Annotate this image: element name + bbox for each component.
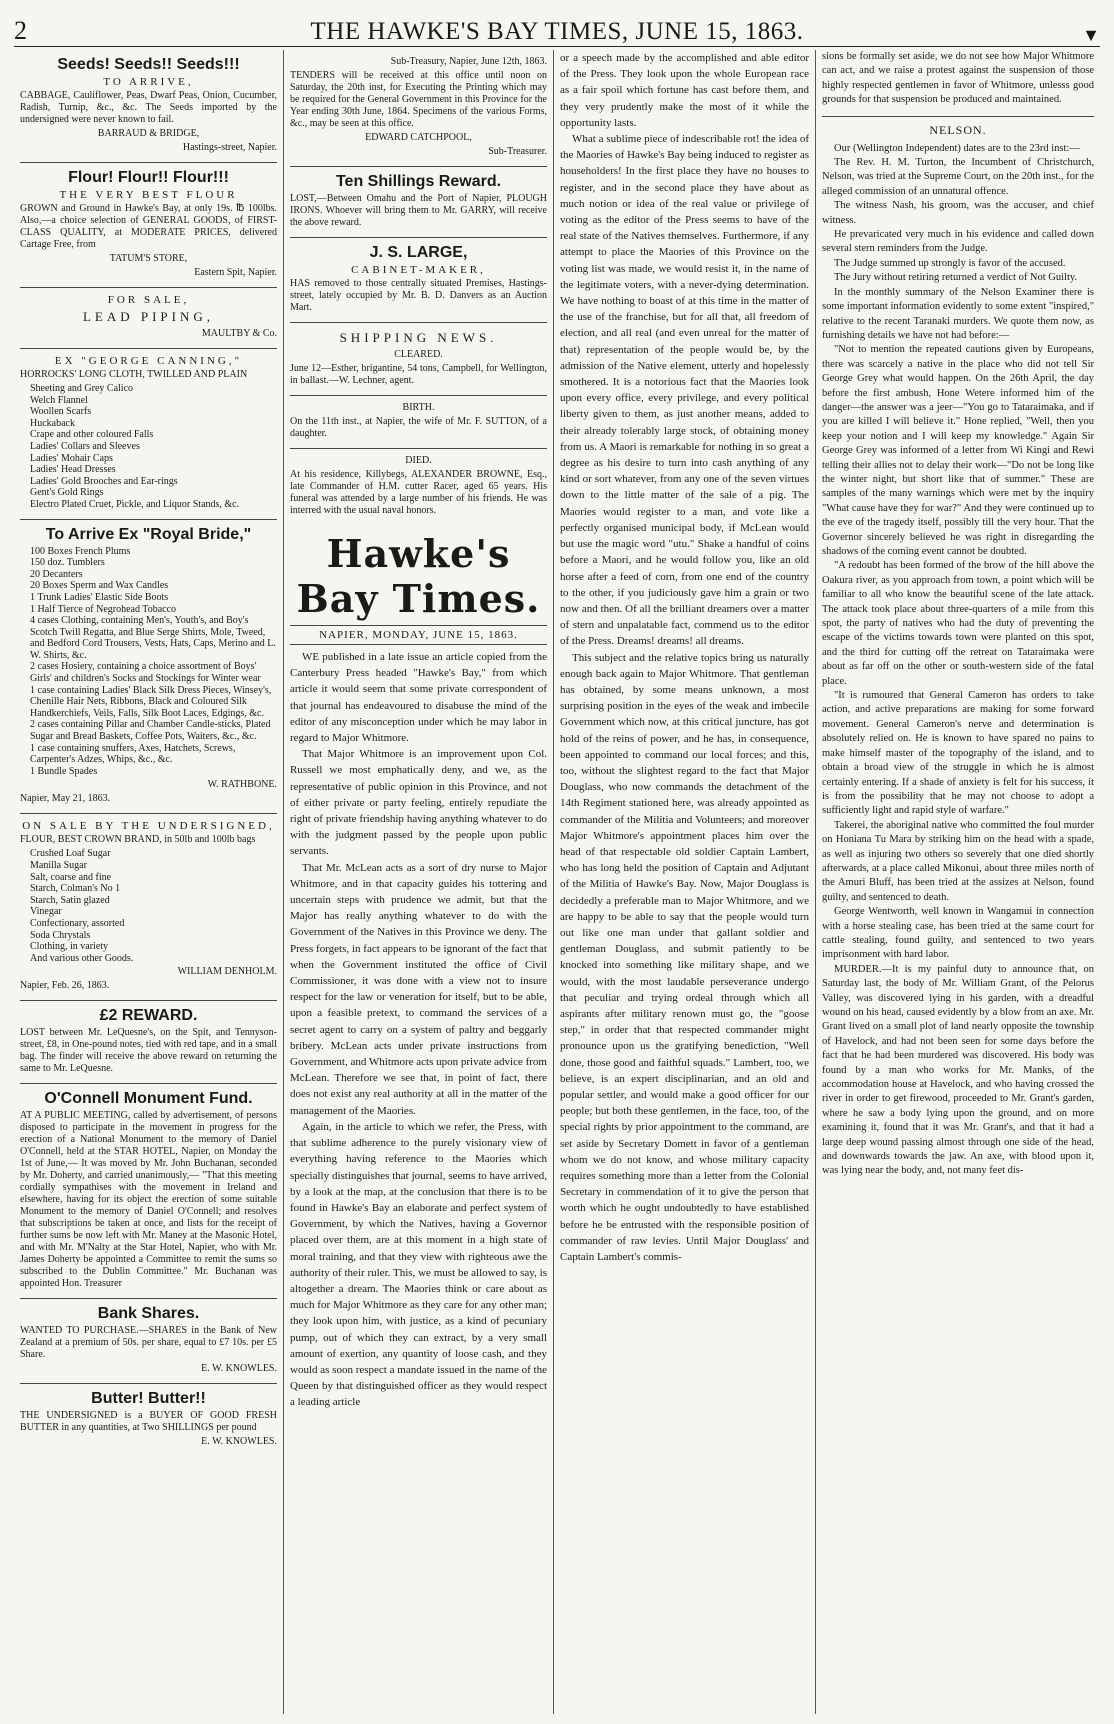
ad-date: Napier, May 21, 1863. bbox=[20, 793, 111, 805]
ad-signature: MAULTBY & Co. bbox=[201, 328, 277, 339]
ad-body: LOST between Mr. LeQuesne's, on the Spit, and Tennyson-street, £8, in One-pound notes, tied with red tape, and in a small bag. The finder will receive the above reward on returning the same to Mr. LeQuesne. bbox=[20, 1027, 277, 1075]
paragraph: He prevaricated very much in his evidence and called down several stern reminders from the Judge. bbox=[822, 229, 1094, 255]
ad-signature: BARRAUD & BRIDGE, bbox=[97, 128, 200, 139]
ad-signature: E. W. KNOWLES. bbox=[201, 1363, 277, 1375]
list-item: Manilla Sugar bbox=[30, 860, 87, 871]
ad-signature: EDWARD CATCHPOOL, bbox=[365, 132, 472, 143]
list-item: 1 case containing snuffers, Axes, Hatchets, Screws, Carpenter's Adzes, Whips, &c., &c. bbox=[30, 742, 236, 766]
ad-body: GROWN and Ground in Hawke's Bay, at only 19s. ℔ 100lbs. Also,—a choice selection of GENERAL GOODS, of FIRST-CLASS QUALITY, at MODERATE PRICES, delivered Cartage Free, from bbox=[20, 203, 277, 250]
list-item: Ladies' Mohair Caps bbox=[30, 452, 113, 464]
column-4 bbox=[816, 50, 1100, 1714]
arrow-down-icon: ▼ bbox=[1082, 25, 1100, 45]
list-item: Ladies' Collars and Sleeves bbox=[30, 440, 140, 452]
ad-body: LOST,—Between Omahu and the Port of Napier, PLOUGH IRONS. Whoever will bring them to Mr. GARRY, will receive the above reward. bbox=[290, 193, 547, 228]
list-item: Ladies' Head Dresses bbox=[30, 464, 116, 476]
notice-title: BIRTH. bbox=[402, 402, 435, 413]
notice-body: At his residence, Killybegs, ALEXANDER BROWNE, Esq., late Commander of H.M. cutter Racer, aged 65 years. His funeral was attended by a large number of his friends. He was interred with the usual naval honors. bbox=[290, 469, 547, 516]
list-item: 2 cases containing Pillar and Chamber Candle-sticks, Plated Sugar and Bread Baskets, Coffee Pots, Waiters, &c., &c. bbox=[30, 719, 271, 743]
list-item: Confectionary, assorted bbox=[30, 917, 125, 929]
ad-headline: LEAD PIPING, bbox=[82, 309, 215, 324]
paragraph: The Judge summed up strongly is favor of the accused. bbox=[834, 257, 1066, 269]
ad-subtitle: EX "GEORGE CANNING," bbox=[54, 355, 243, 367]
birth-notice bbox=[290, 396, 547, 449]
paragraph: MURDER.—It is my painful duty to announce that, on Saturday last, the body of Mr. William Grant, of the Pelorus Valley, was discovered lying in his garden, with a dreadful wound on his head, caused evidently by a blow from an axe. Mr. Grant lived on a small plot of land nearly opposite the township of Havelock, and had not been seen for some days before the fact that he had been murdered was discovered. His body was found by a man who works for Mr. Manks, of the accommodation house at Havelock, and who having crossed the river in order to get firewood, proceeded to Mr. Grant's garden, where he saw a body lying upon the ground, and on more examining it, found that it was Mr. Grant's, and that it had a large deep wound passing almost through one side of the head, and downwards towards the jaw. An axe, with blood upon it, was lying near the body, and, not many feet dis- bbox=[822, 963, 1094, 1177]
ad-date: Napier, Feb. 26, 1863. bbox=[20, 980, 110, 992]
shipping-news bbox=[290, 323, 547, 396]
ad-ten-shillings bbox=[290, 167, 547, 238]
ad-flour-denholm bbox=[20, 814, 277, 1001]
ad-role: Sub-Treasurer. bbox=[488, 146, 547, 157]
ad-title: £2 REWARD. bbox=[99, 1007, 198, 1025]
list-item: Ladies' Gold Brooches and Ear-rings bbox=[30, 475, 178, 487]
ad-title: To Arrive Ex "Royal Bride," bbox=[45, 525, 252, 543]
paragraph: This subject and the relative topics bring us naturally enough back again to Major Whitmore. That gentleman has obtained, by some means unknown, a most surprising position in the eyes of the weak and imbecile Government which now, at this critical juncture, has got hold of the reins of power, and he has, in consequence, been appointed to command our local forces; and this, too, without the slightest regard to the fact that Major Douglass, who now commands the detachment of the 14th Regiment stationed here, was already appointed as commander of the Militia and Volunteers; and moreover Major Whitmore's appointment places him over the head of that respectable old soldier Captain Lambert, who has long held the position of Captain and Adjutant of the Militia of Hawke's Bay. Now, Major Douglass is decidedly a preferable man to Major Whitmore, and we are happy to be able to say that the people would turn out like one man under that gallant soldier and gentleman Douglass, and submit patiently to be knocked into something like military shape, and we would, with the most laudable perseverance undergo that peculiar and trying ordeal through which all aspirants after military renown must go, the "goose step," in order that that respected commander might pronounce upon us the gratifying benediction, "Well done, those good and faithful squads." Lambert, too, we believe, is an expert disciplinarian, and an old and popular settler, and would make a good officer for our people; but both these gentlemen, in the face, too, of the special rights by prior appointment to the command, are set aside by Secretary Domett in favor of a gentleman whom we do not know, and whose military capacity requires something more than a letter from the Colonial Secretary in commendation of it to give the person that worth which he ought undoubtedly to have established before he be entrusted with the responsible position of commander of raw levies. Until Major Douglass' and Captain Lambert's commis- bbox=[560, 651, 809, 1264]
list-item: Crushed Loaf Sugar bbox=[30, 848, 111, 860]
paragraph: Again, in the article to which we refer, the Press, with that sublime adherence to the purely visionary view of everything having reference to the Maories which specially distinguishes that journal, seems to have arrived, by a look at the map, at the conclusion that there is to be found in Hawke's Bay an elaborate and perfect system of Government, by which the Natives, having a Governor placed over them, are at this moment in a high state of moral training, and that they view with righteous awe the authority of their ruler. This, we must be allowed to say, is altogether a dream. The Maories think or care about as much for Major Whitmore as they care for any other man; they look upon him, with justice, as a kind of pecuniary pump, out of which they can extract, by a very small amount of exertion, any quantity of loose cash, and they would as soon respect a mandate issued in the name of the Queen by that distinguished officer as they would respect a leading article bbox=[290, 1120, 547, 1409]
list-item: Electro Plated Cruet, Pickle, and Liquor Stands, &c. bbox=[30, 498, 240, 510]
ad-subtitle: TO ARRIVE, bbox=[103, 76, 194, 88]
ad-signature: WILLIAM DENHOLM. bbox=[177, 966, 277, 978]
ad-address: Eastern Spit, Napier. bbox=[194, 267, 277, 278]
section-body: June 12—Esther, brigantine, 54 tons, Campbell, for Wellington, in ballast.—W. Lechner, agent. bbox=[290, 363, 547, 386]
ad-title: Flour! Flour!! Flour!!! bbox=[68, 169, 229, 186]
paragraph: The Jury without retiring returned a verdict of Not Guilty. bbox=[834, 272, 1078, 284]
editorial bbox=[290, 649, 547, 1411]
paragraph: The Rev. H. M. Turton, the Incumbent of Christchurch, Nelson, was tried at the Supreme Court, on the 20th inst., for the alleged commission of an unnatural offence. bbox=[822, 157, 1094, 197]
ad-body: TENDERS will be received at this office until noon on Saturday, the 20th inst, for Executing the Printing which may be required for the General Government in this Province for the Year ending 30th June, 1864. Specimens of the various Forms, &c., may be seen at this office. bbox=[290, 70, 547, 129]
ad-body: CABBAGE, Cauliflower, Peas, Dwarf Peas, Onion, Cucumber, Radish, Turnip, &c., &c. The Seeds imported by the undersigned were never known to fail. bbox=[20, 90, 277, 125]
ad-title: J. S. LARGE, bbox=[369, 244, 468, 261]
ad-seeds bbox=[20, 50, 277, 163]
ad-subtitle: THE VERY BEST FLOUR bbox=[59, 189, 238, 201]
list-item: 20 Boxes Sperm and Wax Candles bbox=[30, 580, 169, 592]
list-item: 1 Trunk Ladies' Elastic Side Boots bbox=[30, 591, 169, 603]
ad-signature: W. RATHBONE. bbox=[207, 779, 277, 791]
section-title-nelson: NELSON. bbox=[822, 116, 1094, 138]
paragraph: "A redoubt has been formed of the brow of the hill above the Oakura river, as you approach from town, a point which will be familiar to all who know the beautiful scene of the late attack. The attack took place about three-quarters of a mile from this spot, the party of natives who had the duty of preventing the escape of the victims towards town were planted on this spot, and the third for cutting off the retreat on Tataraimaka were about as far off on the other or south-western side of the fatal place. bbox=[822, 560, 1094, 687]
column-1 bbox=[14, 50, 284, 1714]
ad-title: Bank Shares. bbox=[97, 1305, 200, 1323]
ad-reward bbox=[20, 1001, 277, 1084]
paragraph: In the monthly summary of the Nelson Examiner there is some important information evidently to some extent "inspired," relative to the recent Taranaki murders. We quote them now, as furnishing details we have not had before:— bbox=[822, 286, 1094, 341]
ad-large bbox=[290, 238, 547, 323]
editorial-end bbox=[822, 50, 1094, 108]
list-item: 2 cases Hosiery, containing a choice assortment of Boys' Girls' and children's Socks and Stockings for Winter wear bbox=[30, 661, 261, 685]
list-item: Vinegar bbox=[30, 906, 62, 918]
list-item: Starch, Satin glazed bbox=[30, 894, 110, 906]
list-item: 150 doz. Tumblers bbox=[30, 557, 105, 569]
ad-flour bbox=[20, 163, 277, 288]
list-item: Sheeting and Grey Calico bbox=[30, 383, 134, 394]
column-2 bbox=[284, 50, 554, 1714]
ad-title: O'Connell Monument Fund. bbox=[44, 1090, 253, 1108]
list-item: 4 cases Clothing, containing Men's, Youth's, and Boy's Scotch Twill Regatta, and Blue Serge Shirts, Mole, Tweed, and Bedford Cord Trousers, Vests, Hats, Caps, Merino and L. W. Shirts, &c. bbox=[30, 615, 276, 661]
list-item: Crape and other coloured Falls bbox=[30, 429, 154, 441]
ad-title: Seeds! Seeds!! Seeds!!! bbox=[57, 56, 240, 73]
ad-body: AT A PUBLIC MEETING, called by advertisement, of persons disposed to participate in the movement in progress for the erection of a National Monument to the memory of Daniel O'Connell, held at the STAR HOTEL, Napier, on Monday the 1st of June,— It was moved by Mr. John Buchanan, seconded by Mr. Doherty, and carried unanimously,— "That this meeting cordially sympathises with the movement in Ireland and elsewhere, having for its object the erection of some suitable Monument to the memory of Daniel O'Connell; and resolves that subscriptions be taken at once, and lists for the receipt of further sums be now left with Mr. Maney at the Masonic Hotel, and with Mr. M'Nalty at the Star Hotel, Napier, who with Mr. James Doherty be appointed a Committee to remit the sums so subscribed to the Dublin Committee." Mr. Buchanan was appointed Hon. Treasurer bbox=[20, 1110, 277, 1290]
list-item: 20 Decanters bbox=[30, 568, 83, 580]
paragraph: WE published in a late issue an article copied from the Canterbury Press headed "Hawke's Bay," from which article it would seem that some private correspondent of that journal has endeavoured to disabuse the mind of the editor of any misconception under which he may labor in regard to Major Whitmore. bbox=[290, 651, 547, 745]
ad-butter bbox=[20, 1384, 277, 1456]
section-subtitle: CLEARED. bbox=[394, 349, 443, 360]
ad-store: TATUM'S STORE, bbox=[109, 253, 188, 264]
paragraph: "Not to mention the repeated cautions given by Europeans, there was scarcely a native in the place who did not tell Sir George Grey what would happen. On the 26th April, the day before the first ambush, Hone Wetere informed him of the danger—the answer was a jeer—"You go to Tataraimaka, and if you are killed I will believe it." Hone replied, "Well, then you keep your notion and I will keep my knowledge." Again Sir George Grey was informed of a letter from Wi Kingi and Rewi telling their allies not to delay their work—"Do not be long like the winter night, but short like that of summer." These are samples of the many warnings which were met by the inquiry "What cause have they for war?" And they were continued up to the eve of the tragedy itself, possibly till the very hour. That the Governor sincerely believed he was right in disregarding the shadows of the coming event cannot be doubted. bbox=[822, 344, 1094, 557]
ad-title: Ten Shillings Reward. bbox=[335, 173, 502, 190]
ad-lead: FLOUR, BEST CROWN BRAND, in 50lb and 100lb bags bbox=[20, 834, 256, 846]
paragraph: or a speech made by the accomplished and able editor of the Press. They look upon the whole European race as a fair spoil which fortune has cast before them, and they very prudently make the most of it while the opportunity lasts. bbox=[560, 52, 809, 129]
column-3 bbox=[554, 50, 816, 1714]
ad-subtitle: CABINET-MAKER, bbox=[351, 264, 486, 276]
ad-subtitle: ON SALE BY THE UNDERSIGNED, bbox=[22, 820, 275, 833]
list-item: Gent's Gold Rings bbox=[30, 487, 104, 499]
paragraph: What a sublime piece of indescribable rot! the idea of the Maories of Hawke's Bay being induced to register as householders! In the first place they have no houses to register, and in the second place they have about as much notion or idea of the real value or privilege of voting as the editor of the Press seems to have of the real state of the Natives themselves. Furthermore, if any attempt to place the Maories of this Province on the voting list was made, we would resist it, in the name of the legitimate voters, with a never-dying determination. We have nothing to boast of at this time in the matter of the use of the franchise, but for all that, all freedom of election, and all real (and even unreal for the matter of that) representation of the people would be, by the admission of the Native element, utterly and hopelessly smothered. It is a notorious fact that the Maories look upon every office, every privilege, and every political liberty given to them, as just another means, added to their already tolerably large stock, of obtaining money from us. A Maori is remarkable for nothing in so great a degree as his desire to turn into cash anything of any kind or sort whatever, from any one of the seven virtues down to the little matter of the sale of a pig. The Maories would register to a man, and vote like a perfectly organised municipal body, if McLean would but use the magic word "utu." Shake a handful of coins before a Maori, and he would follow you, like an old horse after a feed of corn, from one end of the country to the other, if you judiciously gave him a grain or two now and then. Of all the brilliant dreamers over a matter of stern and unpalatable fact, commend us to the editor of the Press. Dreams! dreams! all dreams. bbox=[560, 133, 809, 648]
ad-bank-shares bbox=[20, 1299, 277, 1384]
ad-subtitle: FOR SALE, bbox=[107, 294, 190, 306]
page-number: 2 bbox=[14, 16, 27, 45]
list-item: 1 Bundle Spades bbox=[30, 765, 98, 777]
masthead bbox=[14, 12, 1100, 47]
notice-body: On the 11th inst., at Napier, the wife of Mr. F. SUTTON, of a daughter. bbox=[290, 416, 547, 439]
ad-george-canning bbox=[20, 349, 277, 520]
paragraph: That Major Whitmore is an improvement upon Col. Russell we most emphatically deny, and we, as the representative of public opinion in this Province, and not of either private or party feeling, entirely repudiate the right of private friendship having anything whatever to do with the judgment passed by the people upon public servants. bbox=[290, 748, 547, 858]
ad-body: THE UNDERSIGNED is a BUYER OF GOOD FRESH BUTTER in any quantities, at Two SHILLINGS per pound bbox=[20, 1410, 277, 1434]
dateline: NAPIER, MONDAY, JUNE 15, 1863. bbox=[290, 625, 547, 645]
list-item: Woollen Scarfs bbox=[30, 406, 92, 418]
list-item: Clothing, in variety bbox=[30, 941, 109, 953]
paragraph: Takerei, the aboriginal native who committed the foul murder on Honiana Tu Mara by striking him on the head with a spade, as well as injuring two others so severely that one died shortly afterwards, at a place called Mikonui, about three miles north of the Amuri Bluff, has been tried at the assizes at Nelson, found guilty, and sentenced to death. bbox=[822, 819, 1094, 903]
ad-tender bbox=[290, 50, 547, 167]
list-item: And various other Goods. bbox=[30, 952, 134, 964]
ad-body: HAS removed to those centrally situated Premises, Hastings-street, lately occupied by Mr. B. D. Danvers as an Auction Mart. bbox=[290, 278, 547, 313]
death-notice bbox=[290, 449, 547, 525]
ad-oconnell bbox=[20, 1084, 277, 1299]
paragraph: That Mr. McLean acts as a sort of dry nurse to Major Whitmore, and in that capacity guides his tottering and uncertain steps with prudence we admit, but that the Major has really anything whatever to do with the Government of the Natives in this Province we deny. The Press forgets, in fact appears to be ignorant of the fact that when the Government instituted the office of Civil Commissioner, it was done with a view not to insure respect for the law or veneration for itself, but to be able, upon a feasible pretext, to command the services of a secret agent to carry on a system of paltry and beggarly bribery. McLean acts under private instructions from Government, and Whitmore acts upon private advice from McLean. Therefore we see that, in point of fact, there does not exist any real authority at all in the matter of the management of the Maories. bbox=[290, 861, 547, 1117]
list-item: Welch Flannel bbox=[30, 394, 88, 406]
list-item: Soda Chrystals bbox=[30, 929, 91, 941]
editorial-continued bbox=[560, 50, 809, 1265]
newspaper-banner: Hawke's Bay Times. bbox=[296, 531, 541, 621]
paragraph: George Wentworth, well known in Wangamui in connection with a horse stealing case, has been tried at the same court for cattle stealing, found guilty, and sentenced to two years imprisonment with hard labor. bbox=[822, 906, 1094, 961]
list-item: 100 Boxes French Plums bbox=[30, 545, 131, 557]
list-item: Starch, Colman's No 1 bbox=[30, 883, 121, 895]
paragraph: Our (Wellington Independent) dates are to the 23rd inst:— bbox=[834, 142, 1080, 154]
ad-heading: Sub-Treasury, Napier, June 12th, 1863. bbox=[390, 56, 547, 67]
newspaper-title: THE HAWKE'S BAY TIMES, JUNE 15, 1863. bbox=[310, 18, 804, 45]
goods-list bbox=[20, 848, 277, 964]
ad-address: Hastings-street, Napier. bbox=[182, 142, 277, 153]
ad-lead: HORROCKS' LONG CLOTH, TWILLED AND PLAIN bbox=[20, 369, 248, 380]
ad-signature: E. W. KNOWLES. bbox=[201, 1436, 277, 1448]
list-item: 1 Half Tierce of Negrohead Tobacco bbox=[30, 603, 177, 615]
paragraph: "It is rumoured that General Cameron has orders to take action, and active preparations are making for some forward movement. General Cameron's nerve and determination is absolutely relied on. He is known to have spared no pains to make himself master of the topography of the island, and to obtain a broad view of the struggle in which he is almost certainly entering. If a shade of anxiety is felt for his success, it is from the possibility that he may not choose to adopt a sufficiently light and rapid style of warfare." bbox=[822, 690, 1094, 817]
goods-list bbox=[20, 383, 277, 511]
ad-body: WANTED TO PURCHASE.—SHARES in the Bank of New Zealand at a premium of 50s. per share, equal to £7 10s. per £5 Share. bbox=[20, 1325, 277, 1361]
ad-royal-bride bbox=[20, 520, 277, 815]
paragraph: sions be formally set aside, we do not see how Major Whitmore can act, and we raise a protest against the suspension of those highly respected gentlemen in favor of Whitmore, unlesss good grounds for that suspension be produced and maintained. bbox=[822, 51, 1094, 106]
paragraph: The witness Nash, his groom, was the accuser, and chief witness. bbox=[822, 200, 1094, 226]
notice-title: DIED. bbox=[405, 455, 432, 466]
columns bbox=[14, 50, 1100, 1714]
goods-list bbox=[20, 546, 277, 778]
list-item: Huckaback bbox=[30, 417, 75, 429]
list-item: Salt, coarse and fine bbox=[30, 871, 112, 883]
nelson-news bbox=[822, 142, 1094, 1179]
section-title: SHIPPING NEWS. bbox=[339, 330, 498, 345]
ad-title: Butter! Butter!! bbox=[91, 1390, 206, 1408]
ad-lead-piping bbox=[20, 288, 277, 349]
list-item: 1 case containing Ladies' Black Silk Dress Pieces, Winsey's, Chenille Hair Nets, Ribbons, Black and Coloured Silk Handkerchiefs, Veils, Falls, Silk Boot Laces, Edgings, &c. bbox=[30, 684, 272, 719]
